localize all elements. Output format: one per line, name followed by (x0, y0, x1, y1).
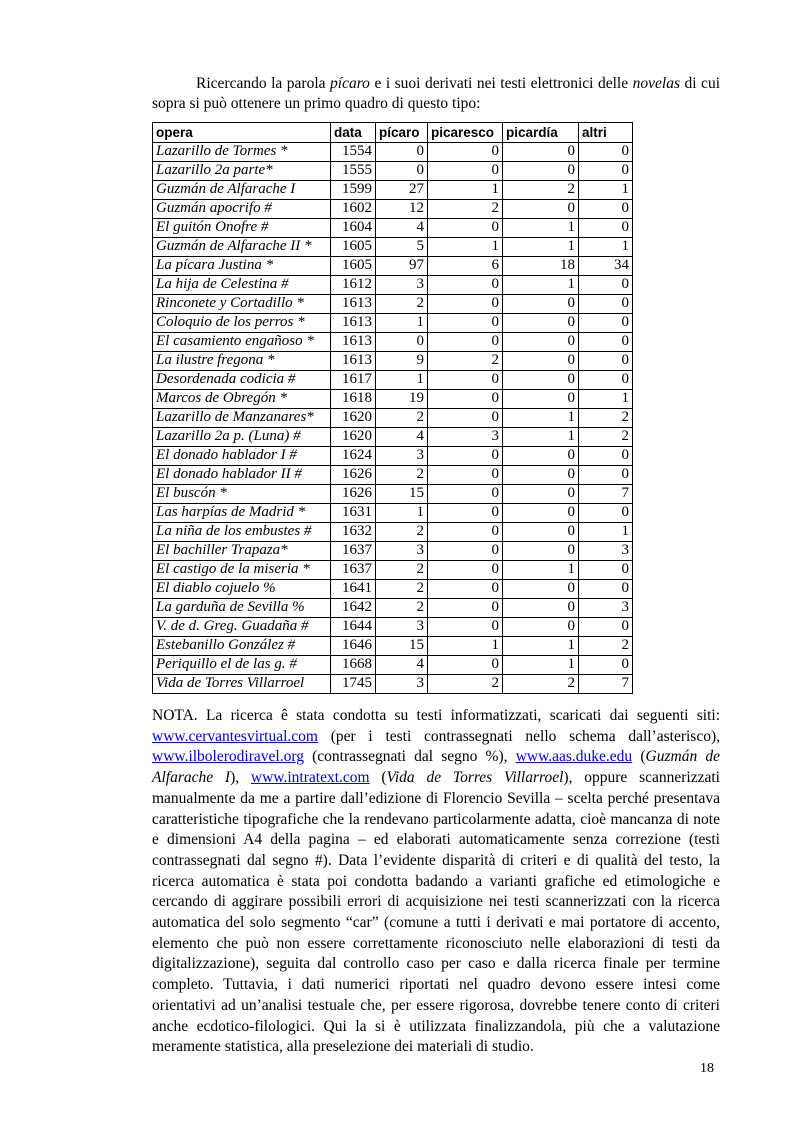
value-cell: 27 (376, 181, 428, 200)
value-cell: 2 (503, 675, 579, 694)
value-cell: 0 (503, 580, 579, 599)
value-cell: 0 (503, 618, 579, 637)
intro-word-picaro: pícaro (330, 75, 370, 92)
value-cell: 0 (503, 333, 579, 352)
value-cell: 0 (503, 466, 579, 485)
value-cell: 19 (376, 390, 428, 409)
table-row (153, 143, 633, 162)
value-cell: 0 (579, 143, 633, 162)
value-cell: 1605 (331, 238, 376, 257)
value-cell: 0 (503, 143, 579, 162)
value-cell: 3 (376, 542, 428, 561)
value-cell: 0 (428, 523, 503, 542)
opera-cell: El guitón Onofre # (153, 219, 331, 238)
table-row (153, 485, 633, 504)
table-row (153, 542, 633, 561)
intro-text: di cui sopra si può ottenere un primo quadro di questo tipo: (152, 75, 720, 112)
value-cell: 2 (376, 523, 428, 542)
value-cell: 1 (503, 409, 579, 428)
value-cell: 0 (503, 523, 579, 542)
table-row (153, 599, 633, 618)
value-cell: 1602 (331, 200, 376, 219)
value-cell: 0 (503, 390, 579, 409)
opera-cell: La niña de los embustes # (153, 523, 331, 542)
opera-cell: Lazarillo de Manzanares* (153, 409, 331, 428)
value-cell: 2 (428, 352, 503, 371)
opera-cell: El bachiller Trapaza* (153, 542, 331, 561)
value-cell: 0 (579, 466, 633, 485)
value-cell: 3 (376, 276, 428, 295)
nota-paragraph (152, 706, 720, 1058)
nota-text: ), (230, 769, 251, 787)
link-ilbolerodiravel[interactable]: www.ilbolerodiravel.org (152, 748, 304, 766)
value-cell: 1599 (331, 181, 376, 200)
value-cell: 1668 (331, 656, 376, 675)
value-cell: 0 (579, 618, 633, 637)
value-cell: 0 (428, 143, 503, 162)
table-row (153, 162, 633, 181)
value-cell: 1 (503, 561, 579, 580)
value-cell: 1624 (331, 447, 376, 466)
table-row (153, 618, 633, 637)
value-cell: 0 (428, 333, 503, 352)
value-cell: 0 (428, 599, 503, 618)
opera-cell: El castigo de la miseria * (153, 561, 331, 580)
nota-text: ( (369, 769, 387, 787)
value-cell: 0 (428, 466, 503, 485)
column-header: opera (153, 123, 331, 143)
value-cell: 0 (503, 599, 579, 618)
value-cell: 1604 (331, 219, 376, 238)
value-cell: 0 (428, 447, 503, 466)
opera-cell: V. de d. Greg. Guadaña # (153, 618, 331, 637)
table-row (153, 656, 633, 675)
nota-italic-title: Vida de Torres Villarroel (386, 769, 564, 787)
column-header: picaresco (428, 123, 503, 143)
opera-cell: Guzmán de Alfarache II * (153, 238, 331, 257)
value-cell: 2 (376, 599, 428, 618)
table-row (153, 200, 633, 219)
value-cell: 0 (428, 409, 503, 428)
value-cell: 1646 (331, 637, 376, 656)
value-cell: 1 (579, 390, 633, 409)
value-cell: 1 (579, 238, 633, 257)
value-cell: 1613 (331, 295, 376, 314)
value-cell: 0 (428, 371, 503, 390)
opera-cell: El diablo cojuelo % (153, 580, 331, 599)
value-cell: 1 (428, 637, 503, 656)
intro-word-novelas: novelas (632, 75, 680, 92)
value-cell: 1612 (331, 276, 376, 295)
value-cell: 0 (428, 580, 503, 599)
value-cell: 1617 (331, 371, 376, 390)
value-cell: 0 (376, 162, 428, 181)
opera-cell: El donado hablador II # (153, 466, 331, 485)
value-cell: 2 (579, 428, 633, 447)
value-cell: 1613 (331, 333, 376, 352)
nota-text: ), oppure scannerizzati manualmente da me a partire dall’edizione di Florencio Sevilla – scelta perché presentava caratteristiche tipografiche che la rendevano particolarmente adatta, cioè mancanza di note e dimensioni A4 della pagina – ed elaborati automaticamente senza correzione (testi contrassegnati dal segno #). Data l’evidente disparità di criteri e di qualità del testo, la ricerca automatica è stata poi condotta badando a varianti grafiche ed etimologiche e cercando di aggirare possibili errori di acquisizione nei testi scannerizzati con la ricerca automatica del solo segmento “car” (comune a tutti i derivati e mai portatore di accento, elemento che può non essere correttamente riconosciuto nelle elaborazioni di testi da digitalizzazione), seguita dal controllo caso per caso e dalla ricerca finale per termine completo. Tuttavia, i dati numerici riportati nel quadro devono essere intesi come orientativi ad un’analisi testuale che, per essere rigorosa, dovrebbe tenere conto di criteri anche ecdotico-filologici. Qui la si è utilizzata finalizzandola, più che a valutazione meramente statistica, alla preselezione dei materiali di studio. (152, 769, 720, 1056)
value-cell: 0 (428, 561, 503, 580)
value-cell: 4 (376, 219, 428, 238)
opera-cell: La hija de Celestina # (153, 276, 331, 295)
table-row (153, 447, 633, 466)
value-cell: 0 (428, 656, 503, 675)
value-cell: 1637 (331, 561, 376, 580)
value-cell: 1605 (331, 257, 376, 276)
intro-text: e i suoi derivati nei testi elettronici delle (369, 75, 633, 92)
value-cell: 1 (503, 238, 579, 257)
value-cell: 2 (376, 295, 428, 314)
table-row (153, 428, 633, 447)
table-row (153, 371, 633, 390)
opera-cell: La pícara Justina * (153, 257, 331, 276)
opera-cell: La ilustre fregona * (153, 352, 331, 371)
value-cell: 0 (428, 390, 503, 409)
table-row (153, 314, 633, 333)
value-cell: 0 (376, 333, 428, 352)
opera-cell: Guzmán apocrifo # (153, 200, 331, 219)
value-cell: 2 (376, 466, 428, 485)
table-body (153, 143, 633, 694)
value-cell: 0 (428, 542, 503, 561)
value-cell: 1555 (331, 162, 376, 181)
nota-italic-title: Guzmán de Alfarache I (152, 748, 720, 787)
value-cell: 1745 (331, 675, 376, 694)
value-cell: 1632 (331, 523, 376, 542)
value-cell: 1637 (331, 542, 376, 561)
opera-cell: Rinconete y Cortadillo * (153, 295, 331, 314)
column-header: picardía (503, 123, 579, 143)
value-cell: 0 (428, 219, 503, 238)
value-cell: 0 (428, 162, 503, 181)
value-cell: 12 (376, 200, 428, 219)
value-cell: 1 (503, 656, 579, 675)
value-cell: 0 (579, 561, 633, 580)
value-cell: 0 (579, 200, 633, 219)
opera-cell: Lazarillo 2a parte* (153, 162, 331, 181)
opera-cell: El casamiento engañoso * (153, 333, 331, 352)
value-cell: 0 (579, 333, 633, 352)
value-cell: 0 (579, 295, 633, 314)
opera-cell: Desordenada codicia # (153, 371, 331, 390)
value-cell: 2 (579, 637, 633, 656)
value-cell: 4 (376, 656, 428, 675)
value-cell: 3 (376, 447, 428, 466)
value-cell: 1631 (331, 504, 376, 523)
table-row (153, 276, 633, 295)
table-row (153, 295, 633, 314)
value-cell: 0 (428, 314, 503, 333)
table-row (153, 352, 633, 371)
link-cervantesvirtual[interactable]: www.cervantesvirtual.com (152, 727, 318, 745)
value-cell: 1 (428, 238, 503, 257)
table-row (153, 580, 633, 599)
value-cell: 0 (579, 352, 633, 371)
page-content (152, 74, 720, 1058)
opera-cell: Marcos de Obregón * (153, 390, 331, 409)
table-row (153, 238, 633, 257)
link-aas-duke[interactable]: www.aas.duke.edu (515, 748, 633, 766)
value-cell: 1 (503, 276, 579, 295)
value-cell: 1620 (331, 428, 376, 447)
value-cell: 0 (376, 143, 428, 162)
table-row (153, 561, 633, 580)
value-cell: 0 (503, 162, 579, 181)
value-cell: 2 (428, 675, 503, 694)
value-cell: 1554 (331, 143, 376, 162)
picaro-frequency-table (152, 122, 633, 694)
value-cell: 1642 (331, 599, 376, 618)
opera-cell: El buscón * (153, 485, 331, 504)
value-cell: 0 (428, 485, 503, 504)
value-cell: 0 (428, 276, 503, 295)
value-cell: 0 (503, 314, 579, 333)
column-header: pícaro (376, 123, 428, 143)
opera-cell: Guzmán de Alfarache I (153, 181, 331, 200)
table-row (153, 219, 633, 238)
value-cell: 1644 (331, 618, 376, 637)
value-cell: 3 (428, 428, 503, 447)
value-cell: 3 (579, 542, 633, 561)
value-cell: 1 (579, 181, 633, 200)
value-cell: 1618 (331, 390, 376, 409)
value-cell: 1626 (331, 485, 376, 504)
value-cell: 0 (503, 504, 579, 523)
value-cell: 2 (376, 561, 428, 580)
value-cell: 0 (579, 656, 633, 675)
value-cell: 0 (503, 371, 579, 390)
value-cell: 0 (579, 162, 633, 181)
value-cell: 0 (579, 580, 633, 599)
value-cell: 4 (376, 428, 428, 447)
value-cell: 2 (376, 580, 428, 599)
value-cell: 34 (579, 257, 633, 276)
nota-text: NOTA. La ricerca ê stata condotta su testi informatizzati, scaricati dai seguenti siti: (152, 707, 720, 724)
value-cell: 7 (579, 675, 633, 694)
value-cell: 1 (503, 428, 579, 447)
value-cell: 3 (376, 675, 428, 694)
value-cell: 1626 (331, 466, 376, 485)
value-cell: 0 (503, 200, 579, 219)
value-cell: 1620 (331, 409, 376, 428)
value-cell: 1 (376, 504, 428, 523)
value-cell: 7 (579, 485, 633, 504)
nota-text: (contrassegnati dal segno %), (303, 748, 516, 766)
value-cell: 0 (579, 219, 633, 238)
table-row (153, 523, 633, 542)
value-cell: 0 (503, 295, 579, 314)
value-cell: 15 (376, 637, 428, 656)
value-cell: 1 (579, 523, 633, 542)
value-cell: 0 (579, 447, 633, 466)
opera-cell: Estebanillo González # (153, 637, 331, 656)
table-row (153, 333, 633, 352)
value-cell: 15 (376, 485, 428, 504)
value-cell: 9 (376, 352, 428, 371)
value-cell: 18 (503, 257, 579, 276)
table-row (153, 409, 633, 428)
opera-cell: Periquillo el de las g. # (153, 656, 331, 675)
value-cell: 3 (579, 599, 633, 618)
value-cell: 2 (503, 181, 579, 200)
value-cell: 2 (428, 200, 503, 219)
value-cell: 1 (503, 637, 579, 656)
column-header: altri (579, 123, 633, 143)
table-row (153, 675, 633, 694)
value-cell: 1641 (331, 580, 376, 599)
opera-cell: Vida de Torres Villarroel (153, 675, 331, 694)
value-cell: 0 (428, 295, 503, 314)
opera-cell: La garduña de Sevilla % (153, 599, 331, 618)
nota-text: (per i testi contrassegnati nello schema dall’asterisco), (318, 727, 720, 745)
value-cell: 2 (376, 409, 428, 428)
page-number: 18 (700, 1061, 714, 1076)
table-row (153, 466, 633, 485)
value-cell: 97 (376, 257, 428, 276)
intro-paragraph (152, 74, 720, 114)
value-cell: 5 (376, 238, 428, 257)
link-intratext[interactable]: www.intratext.com (250, 769, 370, 787)
opera-cell: Lazarillo de Tormes * (153, 143, 331, 162)
value-cell: 0 (579, 276, 633, 295)
table-header-row (153, 123, 633, 143)
table-row (153, 504, 633, 523)
value-cell: 0 (503, 542, 579, 561)
table-row (153, 637, 633, 656)
value-cell: 1 (428, 181, 503, 200)
value-cell: 3 (376, 618, 428, 637)
opera-cell: Lazarillo 2a p. (Luna) # (153, 428, 331, 447)
value-cell: 0 (579, 314, 633, 333)
value-cell: 0 (503, 485, 579, 504)
value-cell: 1 (376, 371, 428, 390)
table-row (153, 390, 633, 409)
table-row (153, 257, 633, 276)
value-cell: 0 (428, 504, 503, 523)
value-cell: 0 (428, 618, 503, 637)
value-cell: 0 (503, 352, 579, 371)
opera-cell: El donado hablador I # (153, 447, 331, 466)
value-cell: 0 (579, 371, 633, 390)
opera-cell: Coloquio de los perros * (153, 314, 331, 333)
value-cell: 2 (579, 409, 633, 428)
value-cell: 1613 (331, 314, 376, 333)
column-header: data (331, 123, 376, 143)
value-cell: 0 (579, 504, 633, 523)
intro-text: Ricercando la parola (196, 75, 331, 92)
value-cell: 1613 (331, 352, 376, 371)
nota-text: ( (632, 748, 646, 766)
opera-cell: Las harpías de Madrid * (153, 504, 331, 523)
value-cell: 6 (428, 257, 503, 276)
value-cell: 0 (503, 447, 579, 466)
value-cell: 1 (376, 314, 428, 333)
table-row (153, 181, 633, 200)
value-cell: 1 (503, 219, 579, 238)
